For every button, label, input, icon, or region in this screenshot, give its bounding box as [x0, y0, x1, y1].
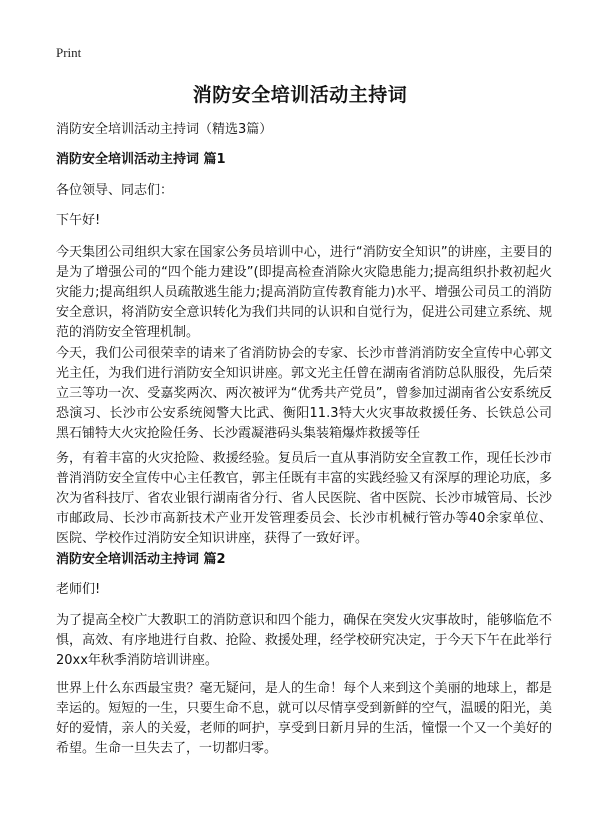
subtitle: 消防安全培训活动主持词（精选3篇）	[56, 122, 273, 137]
print-link[interactable]: Print	[56, 45, 82, 60]
page-title: 消防安全培训活动主持词	[192, 84, 408, 106]
section1-paragraph-1: 今天集团公司组织大家在国家公务员培训中心，进行“消防安全知识”的讲座，主要目的是为了增强公司的“四个能力建设”(即提高检查消除火灾隐患能力;提高组织扑救初起火灾能力;提高组织人员疏散逃生能力;提高消防宣传教育能力)水平、增强公司员工的消防安全意识，将消防安全意识转化为我们共同的认识和自觉行为，促进公司建立系统、规范的消防安全管理机制。	[56, 245, 552, 340]
section2-paragraph-1: 为了提高全校广大教职工的消防意识和四个能力，确保在突发火灾事故时，能够临危不惧，高效、有序地进行自救、抢险、救援处理，经学校研究决定，于今天下午在此举行20xx年秋季消防培训讲座。	[56, 613, 552, 668]
section1-paragraph-2: 今天，我们公司很荣幸的请来了省消防协会的专家、长沙市普消消防安全宣传中心郭文光主任，为我们进行消防安全知识讲座。郭文光主任曾在湖南省消防总队服役，先后荣立三等功一次、受嘉奖两次、两次被评为“优秀共产党员”，曾参加过湖南省公安系统反恐演习、长沙市公安系统阅警大比武、衡阳11.3特大火灾事故救援任务、长铁总公司黑石铺特大火灾抢险任务、长沙霞凝港码头集装箱爆炸救援等任	[56, 346, 552, 441]
section1-greeting: 各位领导、同志们：	[56, 183, 174, 198]
section2-greeting: 老师们!	[56, 582, 101, 597]
section2-heading: 消防安全培训活动主持词 篇2	[56, 552, 226, 567]
section1-paragraph-3: 务，有着丰富的火灾抢险、救援经验。复员后一直从事消防安全宣教工作，现任长沙市普消消防安全宣传中心主任教官，郭主任既有丰富的实践经验又有深厚的理论功底，多次为省科技厅、省农业银行湖南省分行、省人民医院、省中医院、长沙市城管局、长沙市邮政局、长沙市高新技术产业开发管理委员会、长沙市机械行管办等40余家单位、医院、学校作过消防安全知识讲座，获得了一致好评。	[56, 451, 552, 546]
section1-heading: 消防安全培训活动主持词 篇1	[56, 152, 226, 167]
section1-salutation: 下午好!	[56, 213, 101, 228]
section2-paragraph-2: 世界上什么东西最宝贵？毫无疑问，是人的生命！每个人来到这个美丽的地球上，都是幸运的。短短的一生，只要生命不息，就可以尽情享受到新鲜的空气，温暖的阳光，美好的爱情，亲人的关爱，老师的呵护，享受到日新月异的生活，憧憬一个又一个美好的希望。生命一旦失去了，一切都归零。	[56, 681, 552, 756]
